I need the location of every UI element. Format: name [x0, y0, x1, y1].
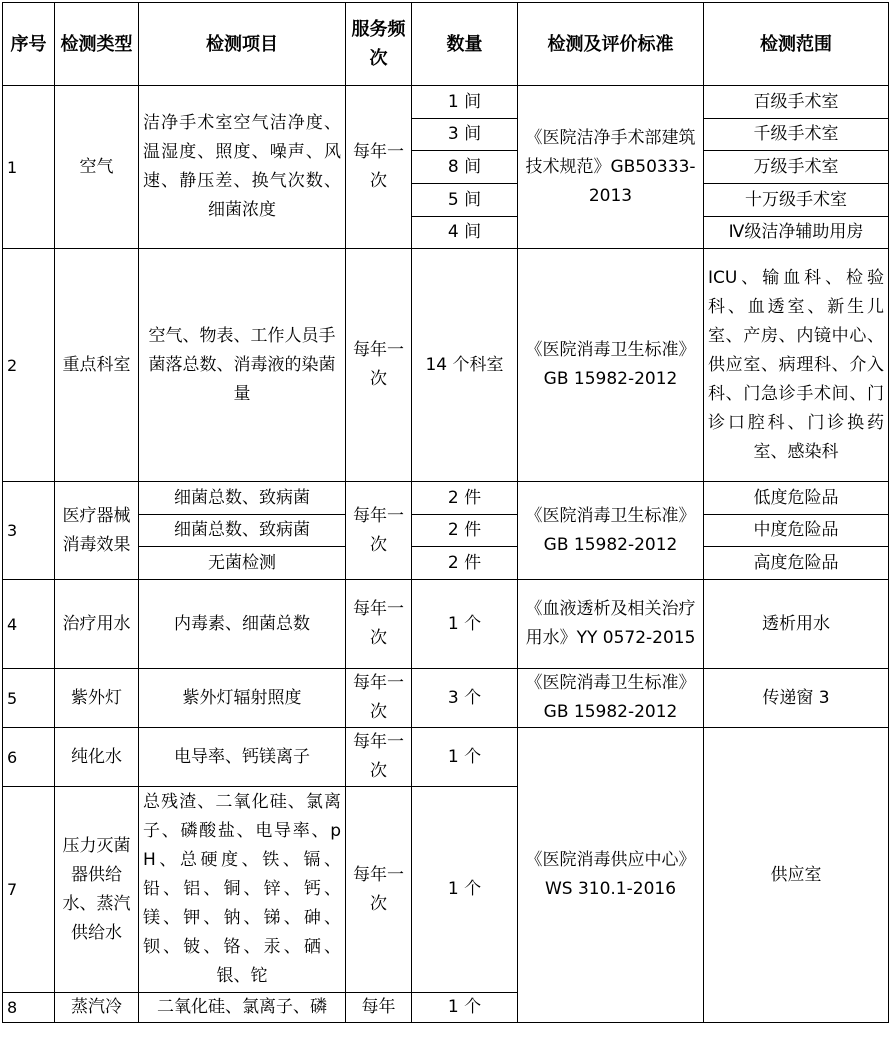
- table-row: [3, 669, 889, 728]
- row-item: 细菌总数、致病菌: [139, 482, 346, 515]
- row-item: 内毒素、细菌总数: [139, 580, 346, 669]
- row-quantity: 2 件: [412, 547, 518, 580]
- table-row: [3, 728, 889, 787]
- row-item: 紫外灯辐射照度: [139, 669, 346, 728]
- row-type: 蒸汽冷: [55, 993, 139, 1023]
- row-number: 3: [3, 482, 55, 580]
- row-quantity: 2 件: [412, 482, 518, 515]
- row-type: 压力灭菌器供给水、蒸汽供给水: [55, 787, 139, 993]
- row-quantity: 1 间: [412, 86, 518, 119]
- row-scope: 十万级手术室: [704, 184, 889, 217]
- table-row: [3, 580, 889, 669]
- row-quantity: 8 间: [412, 151, 518, 184]
- header-frequency: 服务频次: [346, 3, 412, 86]
- header-row: [3, 3, 889, 86]
- row-scope: 千级手术室: [704, 119, 889, 151]
- row-scope: 中度危险品: [704, 515, 889, 547]
- row-number: 4: [3, 580, 55, 669]
- row-item: 总残渣、二氧化硅、氯离子、磷酸盐、电导率、pH、总硬度、铁、镉、铅、铝、铜、锌、钙、镁、钾、钠、锑、砷、钡、铍、铬、汞、硒、银、铊: [139, 787, 346, 993]
- row-frequency: 每年一次: [346, 249, 412, 482]
- row-frequency: 每年一次: [346, 787, 412, 993]
- row-number: 1: [3, 86, 55, 249]
- header-scope: 检测范围: [704, 3, 889, 86]
- row-scope: 传递窗 3: [704, 669, 889, 728]
- row-item: 电导率、钙镁离子: [139, 728, 346, 787]
- header-quantity: 数量: [412, 3, 518, 86]
- row-frequency: 每年一次: [346, 482, 412, 580]
- row-number: 8: [3, 993, 55, 1023]
- row-quantity: 1 个: [412, 993, 518, 1023]
- row-item: 细菌总数、致病菌: [139, 515, 346, 547]
- row-scope: 低度危险品: [704, 482, 889, 515]
- row-quantity: 1 个: [412, 787, 518, 993]
- row-scope: ICU、输血科、检验科、血透室、新生儿室、产房、内镜中心、供应室、病理科、介入科、门急诊手术间、门诊口腔科、门诊换药室、感染科: [704, 249, 889, 482]
- row-standard: 《医院消毒卫生标准》GB 15982-2012: [518, 482, 704, 580]
- row-number: 6: [3, 728, 55, 787]
- row-number: 5: [3, 669, 55, 728]
- row-number: 7: [3, 787, 55, 993]
- row-scope: 透析用水: [704, 580, 889, 669]
- table-row: [3, 249, 889, 482]
- row-scope: 高度危险品: [704, 547, 889, 580]
- row-quantity: 1 个: [412, 580, 518, 669]
- row-item: 空气、物表、工作人员手菌落总数、消毒液的染菌量: [139, 249, 346, 482]
- header-standard: 检测及评价标准: [518, 3, 704, 86]
- row-scope: 百级手术室: [704, 86, 889, 119]
- inspection-table: [2, 2, 889, 1023]
- row-standard: 《医院消毒供应中心》WS 310.1-2016: [518, 728, 704, 1023]
- row-item: 洁净手术室空气洁净度、温湿度、照度、噪声、风速、静压差、换气次数、细菌浓度: [139, 86, 346, 249]
- header-item: 检测项目: [139, 3, 346, 86]
- row-frequency: 每年一次: [346, 728, 412, 787]
- row-type: 重点科室: [55, 249, 139, 482]
- row-quantity: 3 个: [412, 669, 518, 728]
- row-scope: Ⅳ级洁净辅助用房: [704, 217, 889, 249]
- row-type: 紫外灯: [55, 669, 139, 728]
- row-standard: 《医院消毒卫生标准》GB 15982-2012: [518, 669, 704, 728]
- row-standard: 《医院消毒卫生标准》GB 15982-2012: [518, 249, 704, 482]
- row-quantity: 1 个: [412, 728, 518, 787]
- row-standard: 《医院洁净手术部建筑技术规范》GB50333-2013: [518, 86, 704, 249]
- table-row: [3, 482, 889, 515]
- row-scope: 供应室: [704, 728, 889, 1023]
- row-scope: 万级手术室: [704, 151, 889, 184]
- row-frequency: 每年一次: [346, 669, 412, 728]
- header-type: 检测类型: [55, 3, 139, 86]
- row-quantity: 4 间: [412, 217, 518, 249]
- row-quantity: 2 件: [412, 515, 518, 547]
- row-item: 无菌检测: [139, 547, 346, 580]
- row-frequency: 每年一次: [346, 86, 412, 249]
- row-quantity: 5 间: [412, 184, 518, 217]
- row-type: 纯化水: [55, 728, 139, 787]
- row-item: 二氧化硅、氯离子、磷: [139, 993, 346, 1023]
- row-type: 空气: [55, 86, 139, 249]
- table-row: [3, 86, 889, 119]
- header-no: 序号: [3, 3, 55, 86]
- row-type: 治疗用水: [55, 580, 139, 669]
- row-frequency: 每年一次: [346, 580, 412, 669]
- row-standard: 《血液透析及相关治疗用水》YY 0572-2015: [518, 580, 704, 669]
- row-frequency: 每年: [346, 993, 412, 1023]
- row-quantity: 3 间: [412, 119, 518, 151]
- row-type: 医疗器械消毒效果: [55, 482, 139, 580]
- row-number: 2: [3, 249, 55, 482]
- row-quantity: 14 个科室: [412, 249, 518, 482]
